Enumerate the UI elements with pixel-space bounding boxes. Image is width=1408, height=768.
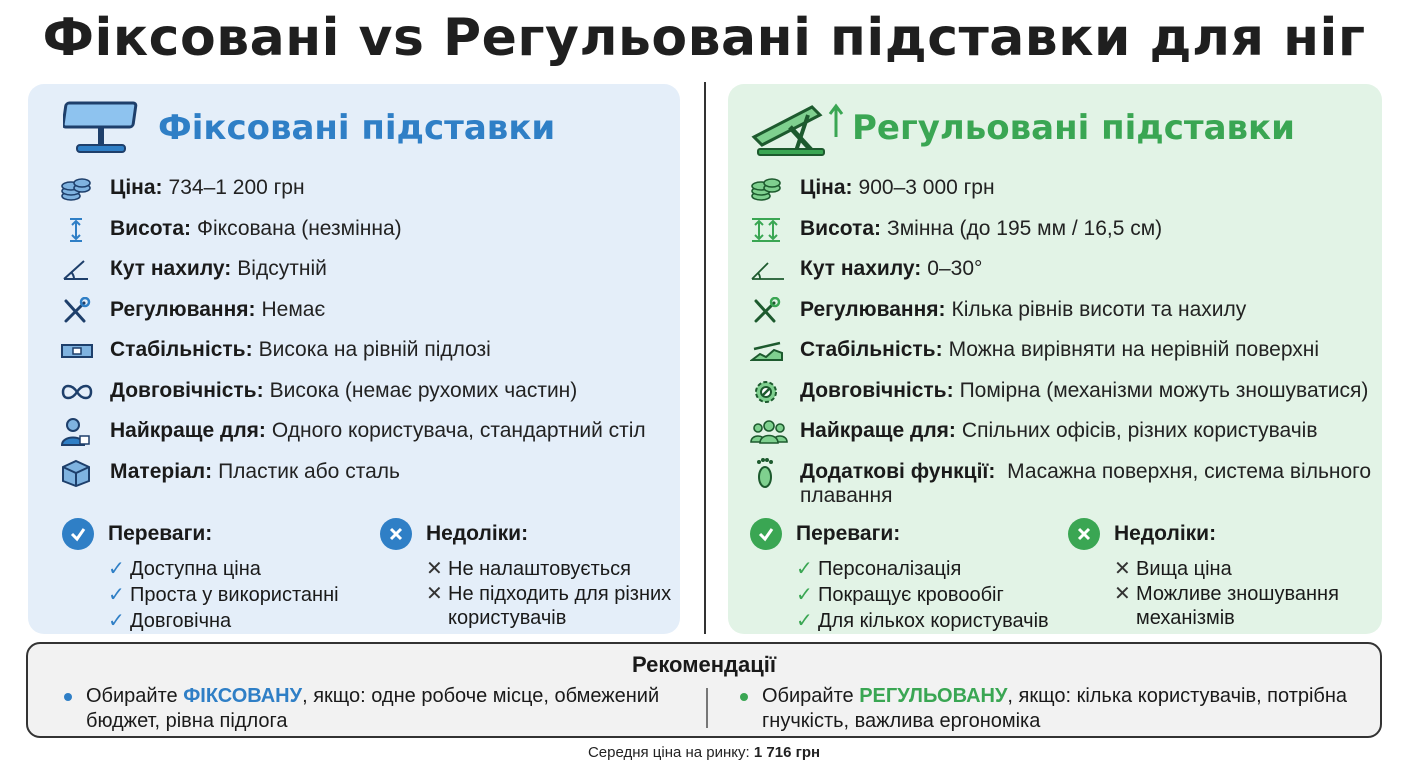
check-icon: ✓ bbox=[108, 558, 125, 580]
pros-title: Переваги: bbox=[108, 522, 213, 545]
spec-label: Найкраще для: bbox=[110, 419, 266, 442]
adjustable-panel bbox=[728, 84, 1382, 634]
check-icon: ✓ bbox=[796, 558, 813, 580]
recommendation-divider bbox=[706, 688, 708, 728]
spec-label: Найкраще для: bbox=[800, 419, 956, 442]
spec-row-stability bbox=[60, 338, 672, 379]
cons-title: Недоліки: bbox=[1114, 522, 1217, 545]
spec-label: Висота: bbox=[800, 216, 882, 240]
adjustable-spec-list bbox=[750, 176, 1374, 506]
spec-row-best-for bbox=[750, 419, 1374, 460]
cross-icon: ✕ bbox=[1114, 583, 1131, 605]
level-icon bbox=[60, 338, 98, 364]
coins-icon bbox=[60, 176, 98, 202]
adjustable-cons bbox=[1068, 516, 1364, 630]
fixed-stand-icon bbox=[60, 96, 146, 160]
cross-circle-icon bbox=[1068, 518, 1100, 550]
spec-value: Кількa рівнів висоти та нахилу bbox=[951, 297, 1247, 321]
list-item: ✓ Персоналізація bbox=[796, 558, 962, 580]
spec-value: Фіксована (незмінна) bbox=[197, 216, 402, 240]
check-icon: ✓ bbox=[108, 610, 125, 632]
spec-label: Ціна: bbox=[110, 176, 163, 199]
angle-30-icon bbox=[750, 257, 788, 283]
infinity-icon bbox=[60, 379, 98, 405]
recommendations-box bbox=[26, 642, 1382, 738]
fixed-cons bbox=[380, 516, 676, 630]
spec-value: Помірна (механізми можуть зношуватися) bbox=[959, 378, 1369, 402]
uneven-surface-icon bbox=[750, 338, 788, 364]
check-icon: ✓ bbox=[796, 584, 813, 606]
spec-value: Немає bbox=[261, 297, 326, 321]
spec-label: Регулювання: bbox=[800, 297, 946, 321]
spec-value: 734–1 200 грн bbox=[168, 176, 305, 199]
group-icon bbox=[750, 419, 788, 445]
keyword-adjustable: РЕГУЛЬОВАНУ bbox=[859, 685, 1008, 707]
coins-icon bbox=[750, 176, 788, 202]
fixed-pros bbox=[62, 516, 339, 634]
height-arrow-icon bbox=[60, 217, 98, 243]
list-item: ✓ Проста у використанні bbox=[108, 584, 339, 606]
recommendation-adjustable: Обирайте РЕГУЛЬОВАНУ, якщо: кілька користувачів, потрібна гнучкість, важлива ергономіка bbox=[740, 684, 1360, 734]
spec-label: Регулювання: bbox=[110, 297, 256, 321]
spec-row-adjustment bbox=[750, 298, 1374, 339]
column-divider bbox=[704, 82, 706, 634]
spec-row-extra bbox=[750, 460, 1374, 506]
pros-title: Переваги: bbox=[796, 522, 901, 545]
cube-icon bbox=[60, 460, 98, 486]
list-item: ✓ Для кількох користувачів bbox=[796, 610, 1049, 632]
user-lock-icon bbox=[60, 419, 98, 445]
list-item: ✓ Довговічна bbox=[108, 610, 232, 632]
spec-value: Висока на рівній підлозі bbox=[258, 338, 491, 361]
spec-label: Ціна: bbox=[800, 176, 853, 199]
gear-wrench-icon bbox=[750, 379, 788, 405]
cons-title: Недоліки: bbox=[426, 522, 529, 545]
recommendation-fixed: Обирайте ФІКСОВАНУ, якщо: одне робоче місце, обмежений бюджет, рівна підлога bbox=[64, 684, 704, 734]
spec-label: Стабільність: bbox=[110, 338, 253, 361]
adjustable-panel-header bbox=[750, 96, 1295, 160]
spec-label: Довговічність: bbox=[800, 378, 954, 402]
cons-list bbox=[426, 556, 676, 630]
spec-label: Висота: bbox=[110, 216, 192, 240]
spec-label: Стабільність: bbox=[800, 338, 943, 361]
list-item: ✕ Не налаштовується bbox=[426, 558, 631, 580]
check-circle-icon bbox=[750, 518, 782, 550]
spec-row-durability bbox=[750, 379, 1374, 420]
cross-icon: ✕ bbox=[426, 583, 443, 605]
spec-row-angle bbox=[60, 257, 672, 298]
spec-value: Пластик або сталь bbox=[218, 459, 400, 483]
spec-value: 900–3 000 грн bbox=[858, 176, 995, 199]
bullet-dot bbox=[64, 693, 72, 701]
spec-row-adjustment bbox=[60, 298, 672, 339]
check-icon: ✓ bbox=[796, 610, 813, 632]
spec-value: Одного користувача, стандартний стіл bbox=[271, 419, 646, 442]
spec-value: Відсутній bbox=[237, 257, 327, 280]
spec-label: Додаткові функції: bbox=[800, 459, 996, 483]
spec-row-durability bbox=[60, 379, 672, 420]
pros-list bbox=[108, 556, 339, 634]
footprint-icon bbox=[750, 460, 788, 486]
spec-row-price bbox=[750, 176, 1374, 217]
spec-label: Кут нахилу: bbox=[110, 257, 232, 280]
spec-row-price bbox=[60, 176, 672, 217]
tools-icon bbox=[750, 298, 788, 324]
fixed-spec-list bbox=[60, 176, 672, 500]
list-item: ✕ Не підходить для різних користувачів bbox=[426, 583, 672, 629]
footer-label: Середня ціна на ринку: bbox=[587, 744, 754, 761]
list-item: ✓ Доступна ціна bbox=[108, 558, 261, 580]
spec-row-stability bbox=[750, 338, 1374, 379]
spec-value: 0–30° bbox=[927, 257, 983, 280]
keyword-fixed: ФІКСОВАНУ bbox=[183, 685, 303, 707]
footer-value: 1 716 грн bbox=[753, 744, 821, 761]
page-title: Фіксовані vs Регульовані підставки для ніг bbox=[42, 8, 1366, 68]
spec-row-height bbox=[750, 217, 1374, 258]
bullet-dot bbox=[740, 693, 748, 701]
spec-row-material bbox=[60, 460, 672, 501]
list-item: ✕ Можливе зношування механізмів bbox=[1114, 583, 1339, 629]
cross-circle-icon bbox=[380, 518, 412, 550]
fixed-panel bbox=[28, 84, 680, 634]
spec-value: Масажна поверхня, система вільного плавання bbox=[800, 459, 1372, 507]
spec-label: Матеріал: bbox=[110, 459, 213, 483]
check-circle-icon bbox=[62, 518, 94, 550]
spec-row-height bbox=[60, 217, 672, 258]
adjustable-panel-title: Регульовані підставки bbox=[852, 108, 1295, 148]
spec-label: Довговічність: bbox=[110, 378, 264, 402]
spec-value: Висока (немає рухомих частин) bbox=[269, 378, 578, 402]
height-arrows-icon bbox=[750, 217, 788, 243]
fixed-panel-header bbox=[60, 96, 555, 160]
adjustable-stand-icon bbox=[750, 96, 846, 160]
recommendations-title: Рекомендації bbox=[631, 652, 777, 677]
spec-value: Спільних офісів, різних користувачів bbox=[961, 419, 1318, 442]
spec-label: Кут нахилу: bbox=[800, 257, 922, 280]
cross-icon: ✕ bbox=[426, 558, 443, 580]
check-icon: ✓ bbox=[108, 584, 125, 606]
spec-row-best-for bbox=[60, 419, 672, 460]
average-price-footer bbox=[0, 744, 1408, 761]
spec-value: Можна вирівняти на нерівній поверхні bbox=[948, 338, 1320, 361]
list-item: ✓ Покращує кровообіг bbox=[796, 584, 1004, 606]
angle-icon bbox=[60, 257, 98, 283]
spec-value: Змінна (до 195 мм / 16,5 см) bbox=[887, 216, 1163, 240]
fixed-panel-title: Фіксовані підставки bbox=[158, 108, 556, 148]
cross-icon: ✕ bbox=[1114, 558, 1131, 580]
pros-list bbox=[796, 556, 1049, 634]
list-item: ✕ Вища ціна bbox=[1114, 558, 1232, 580]
adjustable-pros bbox=[750, 516, 1049, 634]
cons-list bbox=[1114, 556, 1364, 630]
spec-row-angle bbox=[750, 257, 1374, 298]
tools-icon bbox=[60, 298, 98, 324]
